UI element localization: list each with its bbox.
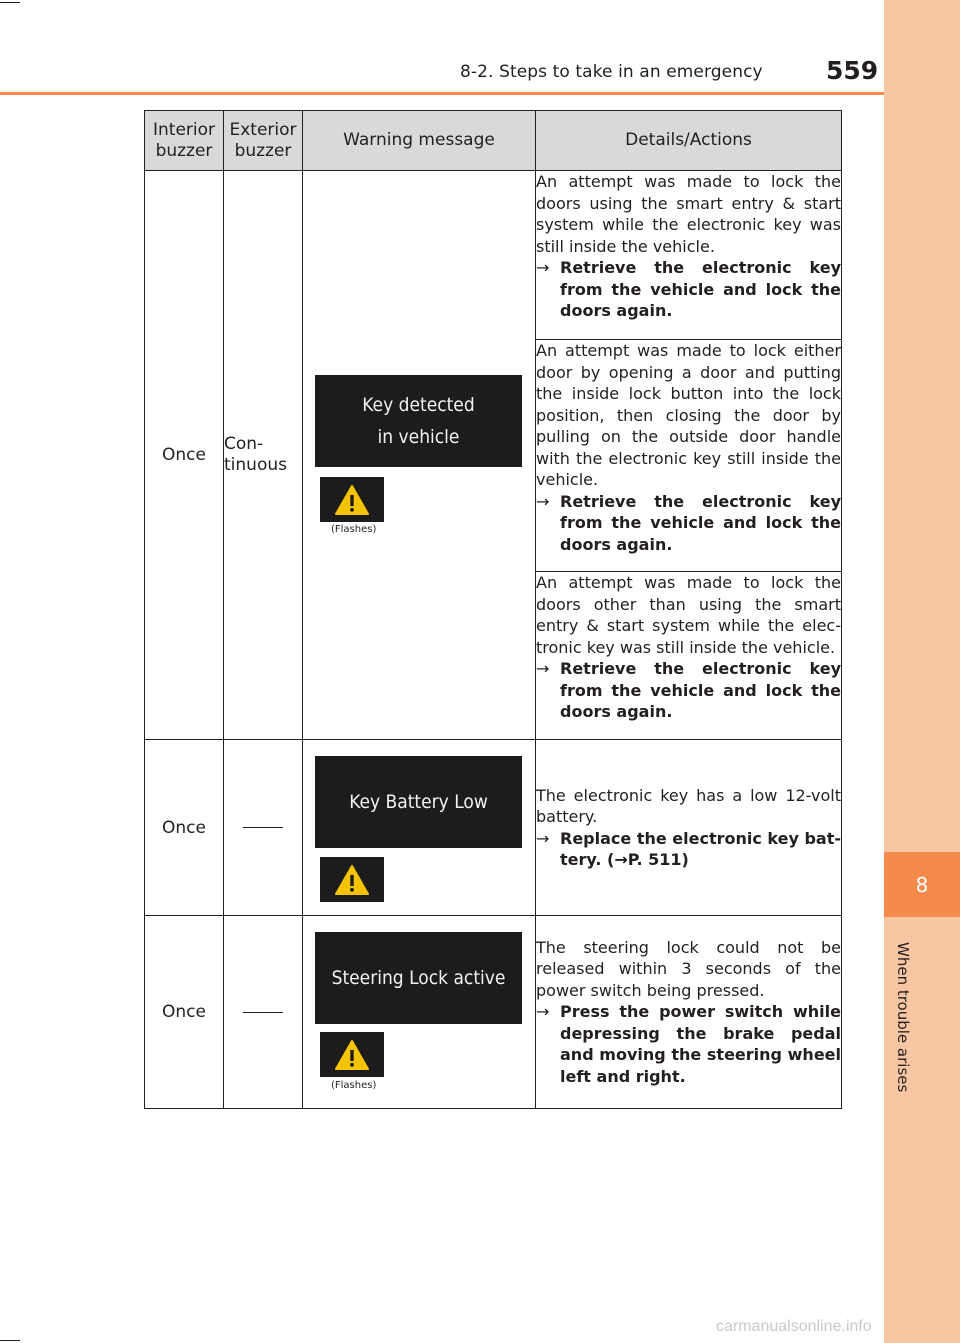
arrow-icon: → (536, 258, 550, 277)
exterior-buzzer-cell (224, 740, 303, 916)
header-details-actions: Details/Actions (536, 111, 842, 171)
header-rule (0, 92, 884, 95)
crop-mark (0, 1340, 20, 1341)
arrow-icon: → (536, 659, 550, 678)
warning-message-cell (303, 916, 536, 1109)
header-warning-message: Warning message (303, 111, 536, 171)
warning-triangle-icon (320, 857, 384, 902)
interior-buzzer-cell: Once (145, 740, 224, 916)
exterior-buzzer-cell: Con-tinuous (224, 171, 303, 740)
warning-message-cell (303, 171, 536, 740)
detail-cell (536, 572, 842, 740)
header-interior-buzzer: Interior buzzer (145, 111, 224, 171)
action-line (536, 658, 841, 723)
action-line (536, 491, 841, 556)
warning-triangle-icon (320, 1032, 384, 1077)
action-line (536, 828, 841, 871)
table-row (145, 916, 842, 1109)
table-header-row (145, 111, 842, 171)
interior-buzzer-cell: Once (145, 171, 224, 740)
detail-cell (536, 171, 842, 340)
detail-cell (536, 340, 842, 572)
chapter-title: When trouble arises (894, 942, 912, 1093)
display-line: in vehicle (377, 426, 460, 448)
detail-text: An attempt was made to lock either door by opening a door and putting the inside lock button into the lock position, then closing the door by pulling on the outside door handle with the electronic key still inside the vehicle. (536, 341, 841, 489)
action-text: Retrieve the electronic key from the vehicle and lock the doors again. (560, 491, 841, 554)
arrow-icon: → (536, 491, 550, 511)
display-line: Key Battery Low (349, 791, 488, 813)
warning-table (144, 110, 842, 1109)
header-exterior-buzzer: Exterior buzzer (224, 111, 303, 171)
page-number: 559 (826, 56, 879, 85)
table-row (145, 740, 842, 916)
detail-text: The electronic key has a low 12-volt battery. (536, 785, 841, 826)
section-title: 8-2. Steps to take in an emergency (460, 62, 763, 82)
flashes-note: (Flashes) (331, 1080, 377, 1091)
detail-text: An attempt was made to lock the doors other than using the smart entry & start system while the elec-tronic key was still inside the vehicle. (536, 573, 841, 657)
dash-mark (243, 1012, 283, 1013)
action-line (536, 257, 841, 322)
arrow-icon: → (536, 828, 550, 848)
action-text: Press the power switch while depressing the brake pedal and moving the steering wheel left and right. (560, 1002, 841, 1086)
arrow-icon: → (536, 1002, 550, 1022)
key-battery-low-display (315, 756, 522, 848)
display-line: Key detected (362, 394, 475, 416)
steering-lock-display (315, 932, 522, 1024)
chapter-side-strip (884, 0, 960, 1343)
action-text: Retrieve the electronic key from the vehicle and lock the doors again. (560, 659, 841, 721)
action-text: Replace the electronic key bat-tery. (→P. 511) (560, 828, 842, 869)
table-row (145, 171, 842, 340)
watermark: carmanualsonline.info (716, 1318, 872, 1335)
detail-text: An attempt was made to lock the doors using the smart entry & start system while the electronic key was still inside the vehicle. (536, 172, 841, 256)
action-line (536, 1001, 841, 1087)
warning-triangle-icon (320, 477, 384, 522)
display-line: Steering Lock active (331, 967, 506, 989)
chapter-number-tab[interactable]: 8 (884, 852, 960, 917)
crop-mark (0, 2, 20, 3)
detail-cell (536, 916, 842, 1109)
dash-mark (243, 827, 283, 828)
interior-buzzer-cell: Once (145, 916, 224, 1109)
detail-text: The steering lock could not be released within 3 seconds of the power switch being pressed. (536, 937, 841, 1000)
key-detected-display (315, 375, 522, 467)
flashes-note: (Flashes) (331, 524, 377, 535)
detail-cell (536, 740, 842, 916)
exterior-buzzer-cell (224, 916, 303, 1109)
warning-message-cell (303, 740, 536, 916)
action-text: Retrieve the electronic key from the vehicle and lock the doors again. (560, 258, 841, 320)
